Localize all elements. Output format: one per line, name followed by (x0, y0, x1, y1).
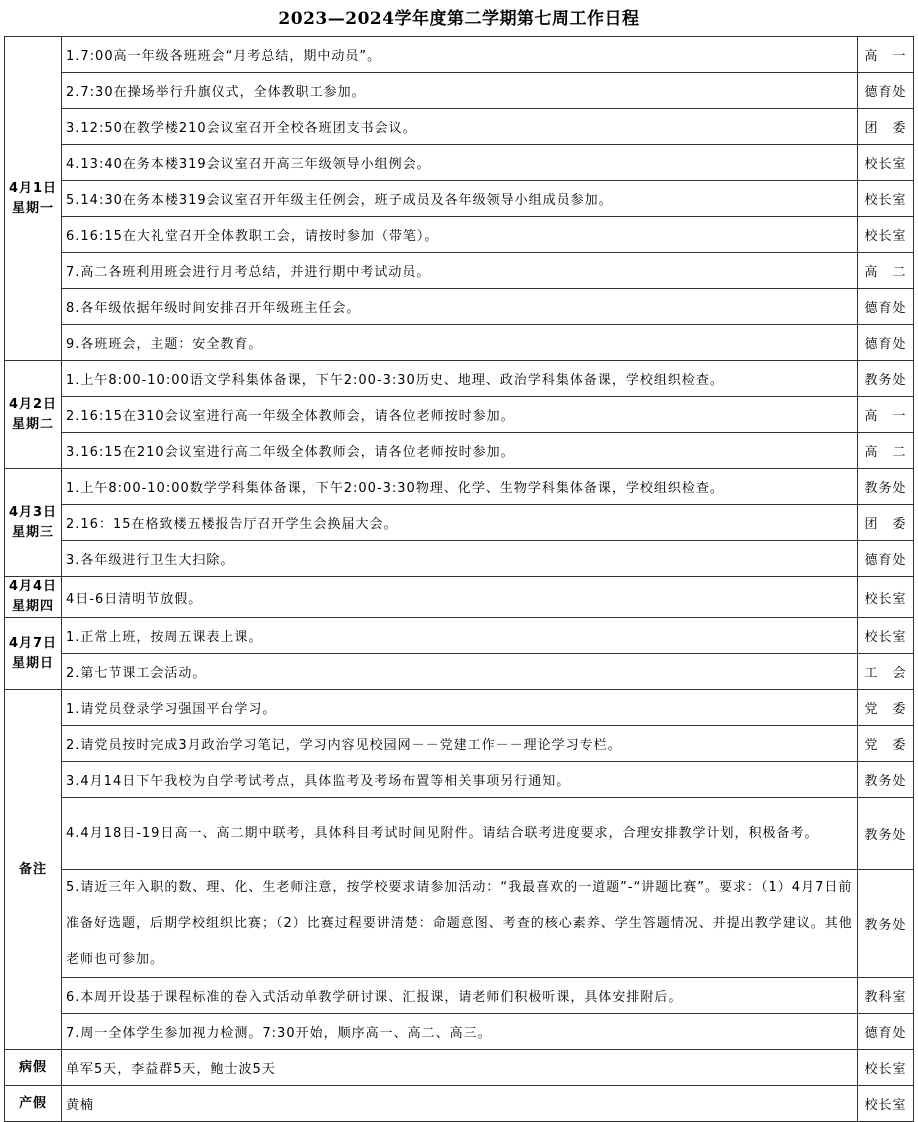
item-dept: 德育处 (858, 541, 914, 577)
table-row (5, 505, 914, 541)
item-text: 7.周一全体学生参加视力检测。7:30开始，顺序高一、高二、高三。 (62, 1014, 858, 1050)
item-text: 1.上午8:00-10:00语文学科集体备课，下午2:00-3:30历史、地理、政治学科集体备课，学校组织检查。 (62, 361, 858, 397)
table-row (5, 1086, 914, 1122)
item-text: 4.13:40在务本楼319会议室召开高三年级领导小组例会。 (62, 145, 858, 181)
day-cell (5, 1086, 62, 1122)
item-dept: 教科室 (858, 978, 914, 1014)
item-dept: 校长室 (858, 577, 914, 618)
day-date: 4月1日 (8, 180, 58, 196)
item-text: 3.4月14日下午我校为自学考试考点，具体监考及考场布置等相关事项另行通知。 (62, 762, 858, 798)
table-row (5, 762, 914, 798)
item-dept: 德育处 (858, 73, 914, 109)
day-weekday: 星期四 (11, 599, 54, 614)
item-text: 黄楠 (62, 1086, 858, 1122)
day-date: 病假 (18, 1059, 47, 1075)
item-dept: 高 一 (858, 397, 914, 433)
table-row (5, 109, 914, 145)
day-date: 4月7日 (8, 635, 58, 651)
item-dept: 校长室 (858, 145, 914, 181)
item-text: 单军5天，李益群5天，鲍士波5天 (62, 1050, 858, 1086)
item-dept: 高 二 (858, 433, 914, 469)
table-row (5, 798, 914, 870)
day-cell (5, 37, 62, 361)
day-weekday: 星期三 (11, 524, 54, 540)
table-row (5, 289, 914, 325)
day-date: 产假 (18, 1095, 47, 1111)
day-cell (5, 361, 62, 469)
table-row (5, 217, 914, 253)
item-text: 1.请党员登录学习强国平台学习。 (62, 690, 858, 726)
item-text: 2.7:30在操场举行升旗仪式，全体教职工参加。 (62, 73, 858, 109)
item-dept: 教务处 (858, 762, 914, 798)
item-text: 1.7:00高一年级各班班会“月考总结，期中动员”。 (62, 37, 858, 73)
table-row (5, 978, 914, 1014)
item-text: 6.本周开设基于课程标准的卷入式活动单教学研讨课、汇报课，请老师们积极听课，具体安排附后。 (62, 978, 858, 1014)
item-text: 5.请近三年入职的数、理、化、生老师注意，按学校要求请参加活动：“我最喜欢的一道题”-“讲题比赛”。要求：（1）4月7日前准备好选题，后期学校组织比赛；（2）比赛过程要讲清楚：命题意图、考查的核心素养、学生答题情况、并提出教学建议。其他老师也可参加。 (62, 870, 858, 978)
item-dept: 党 委 (858, 726, 914, 762)
item-dept: 高 二 (858, 253, 914, 289)
item-dept: 校长室 (858, 618, 914, 654)
table-row (5, 1014, 914, 1050)
item-text: 4.4月18日-19日高一、高二期中联考，具体科目考试时间见附件。请结合联考进度要求，合理安排教学计划，积极备考。 (62, 798, 858, 870)
item-text: 3.12:50在教学楼210会议室召开全校各班团支书会议。 (62, 109, 858, 145)
item-dept: 校长室 (858, 217, 914, 253)
item-dept: 德育处 (858, 1014, 914, 1050)
table-row (5, 361, 914, 397)
day-cell (5, 469, 62, 577)
day-date: 4月2日 (8, 396, 58, 412)
item-text: 3.16:15在210会议室进行高二年级全体教师会，请各位老师按时参加。 (62, 433, 858, 469)
item-dept: 团 委 (858, 109, 914, 145)
item-dept: 工 会 (858, 654, 914, 690)
item-text: 5.14:30在务本楼319会议室召开年级主任例会，班子成员及各年级领导小组成员参加。 (62, 181, 858, 217)
table-row (5, 577, 914, 618)
table-row (5, 618, 914, 654)
item-dept: 校长室 (858, 181, 914, 217)
item-text: 6.16:15在大礼堂召开全体教职工会，请按时参加（带笔）。 (62, 217, 858, 253)
day-date: 备注 (18, 861, 47, 877)
item-dept: 德育处 (858, 289, 914, 325)
table-row (5, 145, 914, 181)
table-row (5, 469, 914, 505)
table-row (5, 181, 914, 217)
item-dept: 教务处 (858, 469, 914, 505)
item-text: 4日-6日清明节放假。 (62, 577, 858, 618)
table-row (5, 726, 914, 762)
table-row (5, 37, 914, 73)
item-dept: 团 委 (858, 505, 914, 541)
table-row (5, 397, 914, 433)
item-dept: 校长室 (858, 1050, 914, 1086)
table-row (5, 870, 914, 978)
item-text: 2.请党员按时完成3月政治学习笔记，学习内容见校园网－－党建工作－－理论学习专栏。 (62, 726, 858, 762)
item-dept: 教务处 (858, 361, 914, 397)
item-text: 8.各年级依据年级时间安排召开年级班主任会。 (62, 289, 858, 325)
day-weekday: 星期日 (11, 655, 54, 671)
item-dept: 教务处 (858, 798, 914, 870)
item-text: 3.各年级进行卫生大扫除。 (62, 541, 858, 577)
table-row (5, 325, 914, 361)
day-weekday: 星期二 (11, 416, 54, 432)
day-cell (5, 618, 62, 690)
table-row (5, 541, 914, 577)
table-row (5, 690, 914, 726)
day-cell (5, 690, 62, 1050)
table-row (5, 253, 914, 289)
day-date: 4月4日 (8, 579, 58, 594)
table-row (5, 73, 914, 109)
item-dept: 德育处 (858, 325, 914, 361)
item-dept: 教务处 (858, 870, 914, 978)
item-text: 1.正常上班，按周五课表上课。 (62, 618, 858, 654)
day-cell (5, 1050, 62, 1086)
item-text: 7.高二各班利用班会进行月考总结，并进行期中考试动员。 (62, 253, 858, 289)
day-cell (5, 577, 62, 618)
day-date: 4月3日 (8, 504, 58, 520)
table-row (5, 433, 914, 469)
day-weekday: 星期一 (11, 200, 54, 216)
item-text: 2.16:15在310会议室进行高一年级全体教师会，请各位老师按时参加。 (62, 397, 858, 433)
item-text: 2.16：15在格致楼五楼报告厅召开学生会换届大会。 (62, 505, 858, 541)
table-row (5, 654, 914, 690)
item-dept: 党 委 (858, 690, 914, 726)
item-text: 2.第七节课工会活动。 (62, 654, 858, 690)
item-dept: 校长室 (858, 1086, 914, 1122)
item-dept: 高 一 (858, 37, 914, 73)
item-text: 1.上午8:00-10:00数学学科集体备课，下午2:00-3:30物理、化学、生物学科集体备课，学校组织检查。 (62, 469, 858, 505)
page-title: 2023—2024学年度第二学期第七周工作日程 (278, 9, 640, 29)
item-text: 9.各班班会，主题：安全教育。 (62, 325, 858, 361)
schedule-table (4, 36, 914, 1122)
table-row (5, 1050, 914, 1086)
